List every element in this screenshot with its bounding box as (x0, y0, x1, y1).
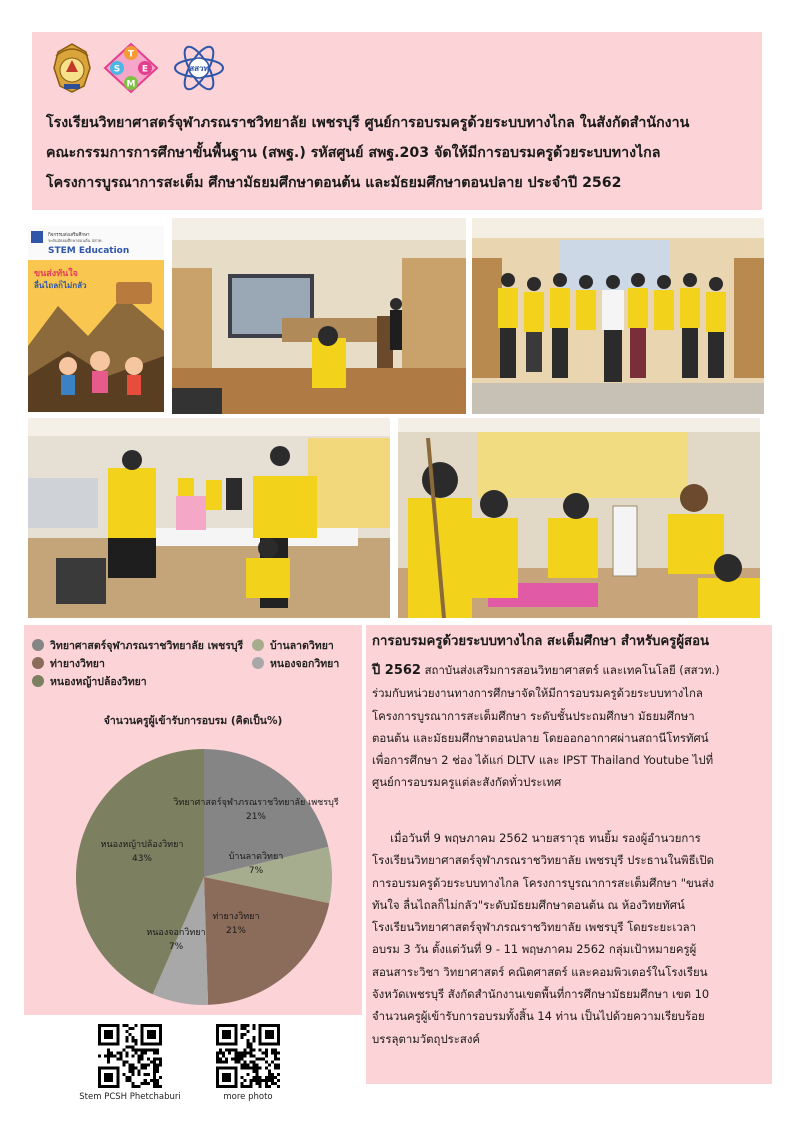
article-panel (366, 625, 772, 1084)
header-line-3: โครงการบูรณาการสะเต็ม ศึกษามัธยมศึกษาตอนต้น และมัธยมศึกษาตอนปลาย ประจำปี 2562 (46, 175, 622, 191)
header-line-2: คณะกรรมการการศึกษาขั้นพื้นฐาน (สพฐ.) รหัสศูนย์ สพฐ.203 จัดให้มีการอบรมครูด้วยระบบทางไกล (46, 145, 661, 161)
legend-label: วิทยาศาสตร์จุฬาภรณราชวิทยาลัย เพชรบุรี (50, 640, 244, 652)
pie-slice-percent: 7% (248, 866, 264, 876)
qr-label-more-photo: more photo (223, 1092, 273, 1102)
article-line: ศูนย์การอบรมครูแต่ละสังกัดทั่วประเทศ (372, 775, 562, 790)
article-line: โรงเรียนวิทยาศาสตร์จุฬาภรณราชวิทยาลัย เพชรบุรี ประธานในพิธีเปิด (372, 853, 715, 868)
qr-code-icon[interactable] (98, 1024, 162, 1092)
pie-slice-name: วิทยาศาสตร์จุฬาภรณราชวิทยาลัย เพชรบุรี (173, 798, 339, 808)
poster-caption-2: ลื่นไถลก็ไม่กลัว (34, 281, 87, 290)
pie-slice-percent: 7% (168, 942, 184, 952)
chart-title: จำนวนครูผู้เข้ารับการอบรม (คิดเป็น%) (103, 715, 283, 727)
tsem-letter-t: T (127, 49, 135, 60)
chart-panel (24, 625, 362, 1015)
article-line: การอบรมครูด้วยระบบทางไกล โครงการบูรณาการสะเต็มศึกษา "ขนส่ง (372, 875, 715, 890)
article-line: อบรม 3 วัน ตั้งแต่วันที่ 9 - 11 พฤษภาคม 2562 กลุ่มเป้าหมายครูผู้ (372, 942, 697, 957)
legend-label: บ้านลาดวิทยา (270, 640, 334, 652)
pie-slice-name: บ้านลาดวิทยา (228, 852, 284, 862)
ipst-logo (170, 42, 228, 94)
tsem-letter-m: M (126, 79, 136, 90)
article-lead: ปี 2562 (372, 663, 421, 678)
poster-brand: STEM Education (48, 246, 130, 256)
lecture-room-photo (172, 218, 466, 414)
pie-chart (24, 625, 362, 1015)
tsem-letter-e: E (141, 64, 149, 75)
pie-slice-percent: 43% (131, 854, 153, 864)
header-banner (32, 32, 762, 210)
article-paragraph-1 (372, 659, 766, 794)
qr-label-stem: Stem PCSH Phetchaburi (79, 1092, 181, 1102)
article-line: จำนวนครูผู้เข้ารับการอบรมทั้งสิ้น 14 ท่าน เป็นไปด้วยความเรียบร้อย (372, 1009, 705, 1024)
article-line: ร่วมกับหน่วยงานทางการศึกษาจัดให้มีการอบรมครูด้วยระบบทางไกล (372, 686, 703, 701)
legend-label: หนองจอกวิทยา (270, 658, 340, 670)
pie-slice-name: ท่ายางวิทยา (212, 912, 260, 922)
article-line: ปี 2562 สถาบันส่งเสริมการสอนวิทยาศาสตร์ และเทคโนโลยี (สสวท.) (372, 663, 720, 678)
article-line: ตอนต้น และมัธยมศึกษาตอนปลาย โดยออกอากาศผ่านสถานีโทรทัศน์ (372, 730, 709, 745)
poster-brand-line1: กิจกรรมส่งเสริมศึกษา (48, 233, 90, 238)
stem-poster-image (28, 226, 164, 412)
article-line: สอนสาระวิชา วิทยาศาสตร์ คณิตศาสตร์ และคอมพิวเตอร์ในโรงเรียน (372, 964, 708, 979)
qr-code-icon[interactable] (216, 1024, 280, 1092)
article-line: เมื่อวันที่ 9 พฤษภาคม 2562 นายสราวุธ ทนยิ้ม รองผู้อำนวยการ (372, 831, 701, 845)
header-line-1: โรงเรียนวิทยาศาสตร์จุฬาภรณราชวิทยาลัย เพชรบุรี ศูนย์การอบรมครูด้วยระบบทางไกล ในสังกัดสำนักงาน (46, 115, 690, 131)
tsem-logo (102, 42, 160, 94)
pie-slice-percent: 21% (245, 812, 267, 822)
activity-room-photo (28, 418, 390, 618)
poster-brand-line2: ระดับมัธยมศึกษาตอนต้น สสวท. (48, 238, 103, 243)
pie-slice-percent: 21% (225, 926, 247, 936)
article-line: จังหวัดเพชรบุรี สังกัดสำนักงานเขตพื้นที่การศึกษามัธยมศึกษา เขต 10 (372, 987, 710, 1002)
pie-slice-name: หนองหญ้าปล้องวิทยา (100, 840, 184, 850)
pie-slice-name: หนองจอกวิทยา (146, 928, 206, 938)
group-photo (472, 218, 764, 414)
article-line: ทันใจ ลื่นไถลก็ไม่กลัว"ระดับมัธยมศึกษาตอนต้น ณ ห้องวิทยทัศน์ (372, 897, 685, 912)
legend-label: ท่ายางวิทยา (50, 658, 105, 670)
legend-label: หนองหญ้าปล้องวิทยา (50, 676, 147, 688)
article-title: การอบรมครูด้วยระบบทางไกล สะเต็มศึกษา สำหรับครูผู้สอน (372, 634, 710, 649)
article-line: โรงเรียนวิทยาศาสตร์จุฬาภรณราชวิทยาลัย เพชรบุรี โดยระยะเวลา (372, 920, 696, 935)
tsem-letter-s: S (113, 64, 121, 75)
article-line: เพื่อการศึกษา 2 ช่อง ได้แก่ DLTV และ IPST Thailand Youtube ไปที่ (372, 753, 714, 768)
article-line: บรรลุตามวัตถุประสงค์ (372, 1031, 481, 1046)
poster-caption-1: ขนส่งทันใจ (34, 269, 78, 279)
ipst-logo-text: สสวท (189, 64, 209, 73)
school-emblem-logo (46, 42, 98, 94)
header-text (46, 108, 758, 198)
article-line: โครงการบูรณาการสะเต็มศึกษา ระดับชั้นประถมศึกษา มัธยมศึกษา (372, 708, 695, 723)
workshop-photo (398, 418, 760, 618)
article-paragraph-2 (372, 827, 766, 1050)
